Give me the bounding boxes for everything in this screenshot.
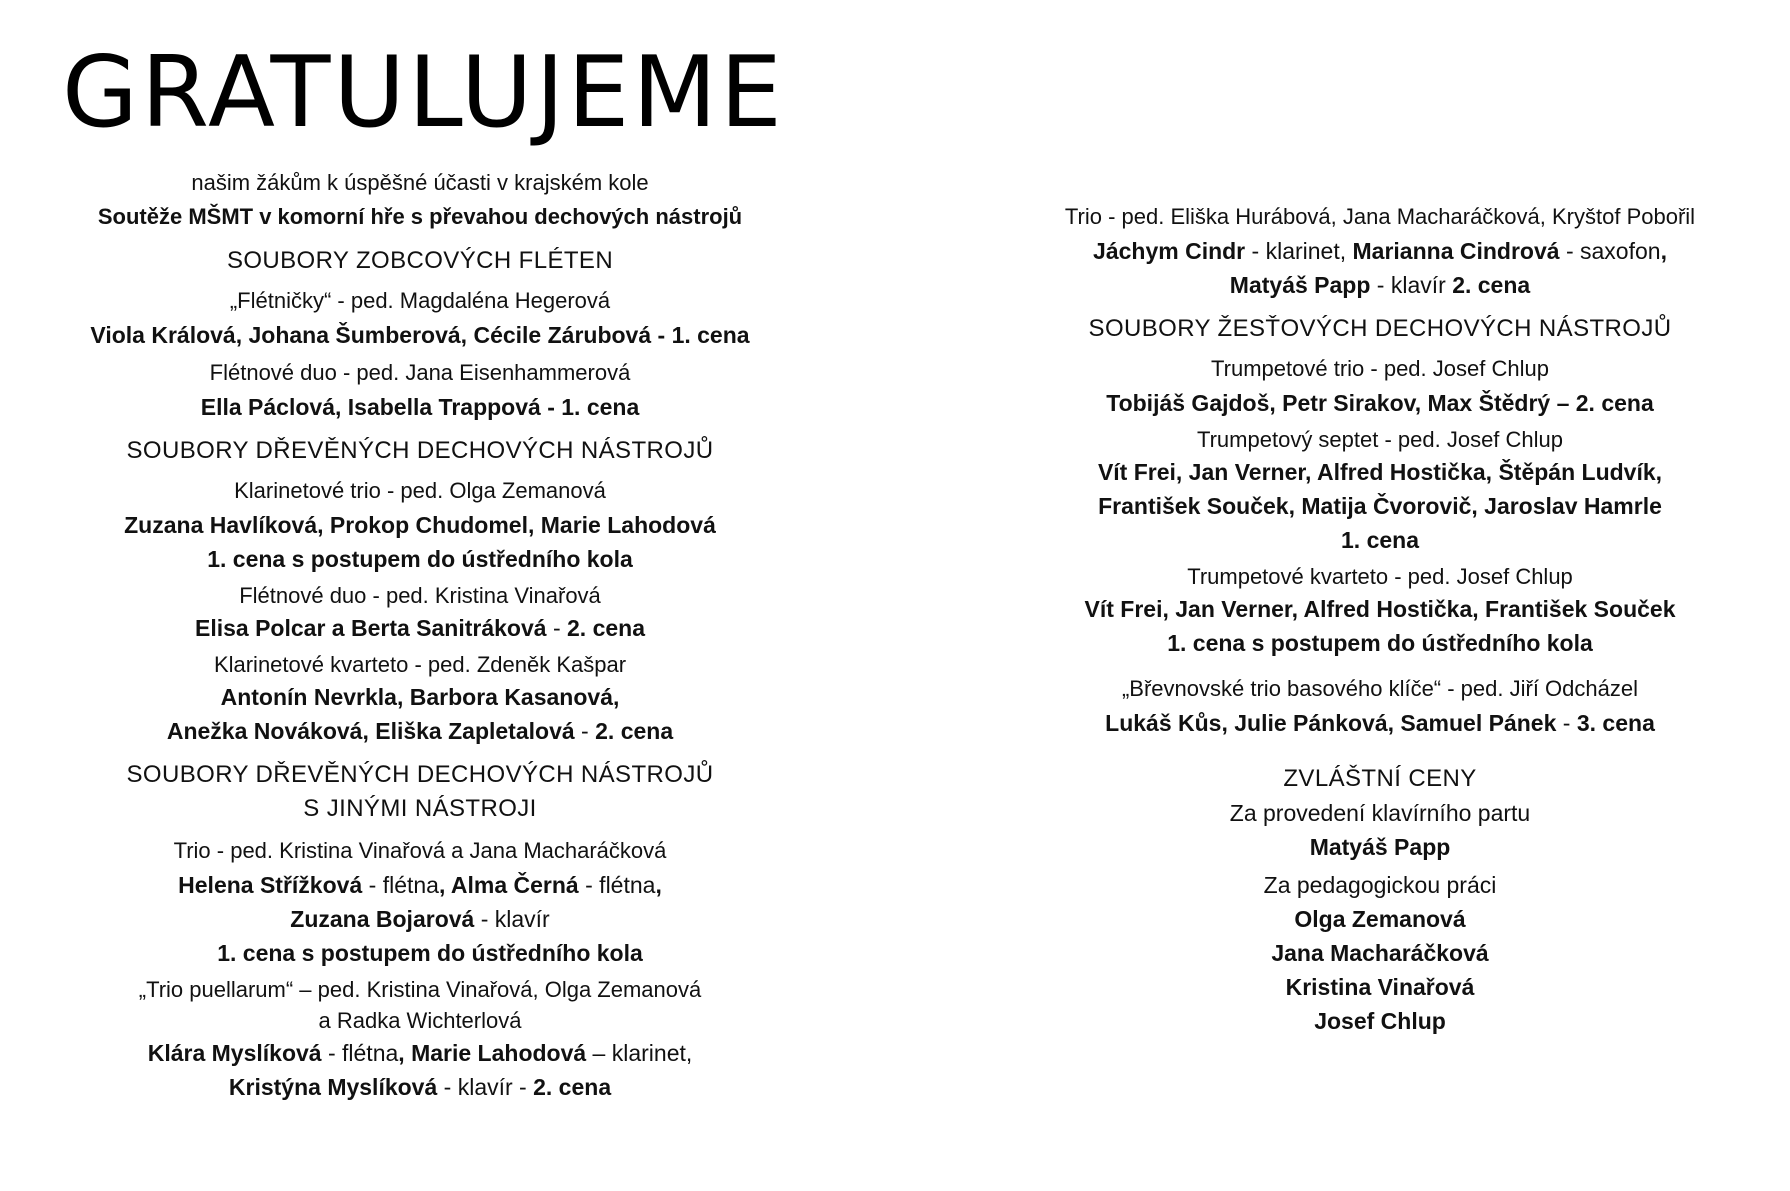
ensemble-heading: Trio - ped. Kristina Vinařová a Jana Macharáčková bbox=[173, 838, 667, 863]
instrument: - flétna bbox=[578, 872, 656, 898]
ensemble-award: 1. cena s postupem do ústředního kola bbox=[217, 940, 643, 966]
ensemble-members: Viola Králová, Johana Šumberová, Cécile Zárubová - 1. cena bbox=[90, 322, 750, 348]
member-name: Klára Myslíková bbox=[147, 1040, 322, 1066]
section-heading: SOUBORY ZOBCOVÝCH FLÉTEN bbox=[226, 247, 614, 274]
entry-fletnove-duo-2 bbox=[40, 580, 800, 645]
award-text: 2. cena bbox=[533, 1074, 612, 1100]
ensemble-members: Antonín Nevrkla, Barbora Kasanová, bbox=[220, 684, 620, 710]
ensemble-heading: Trumpetový septet - ped. Josef Chlup bbox=[1196, 427, 1564, 452]
ensemble-heading: Trumpetové kvarteto - ped. Josef Chlup bbox=[1187, 564, 1573, 589]
entry-trio-puellarum bbox=[40, 974, 800, 1104]
award-text: 3. cena bbox=[1576, 710, 1655, 736]
ensemble-members bbox=[1000, 706, 1760, 740]
member-name: Jáchym Cindr bbox=[1093, 238, 1246, 264]
ensemble-award: 1. cena bbox=[1341, 527, 1419, 553]
instrument: - klavír - bbox=[437, 1074, 534, 1100]
teacher-name: Jana Macharáčková bbox=[1271, 940, 1489, 966]
award-text: 2. cena bbox=[567, 615, 646, 641]
teacher-name: Kristina Vinařová bbox=[1285, 974, 1475, 1000]
member-name: , Marie Lahodová bbox=[398, 1040, 587, 1066]
ensemble-heading: „Flétničky“ - ped. Magdaléna Hegerová bbox=[229, 288, 611, 313]
entry-trumpetove-kvarteto bbox=[1000, 561, 1760, 660]
ensemble-award: 1. cena s postupem do ústředního kola bbox=[207, 546, 633, 572]
separator-text: - bbox=[574, 718, 596, 744]
ensemble-members bbox=[40, 902, 800, 936]
section-heading: SOUBORY DŘEVĚNÝCH DECHOVÝCH NÁSTROJŮ bbox=[126, 437, 714, 464]
section-heading: SOUBORY DŘEVĚNÝCH DECHOVÝCH NÁSTROJŮ bbox=[126, 761, 714, 788]
ensemble-heading: a Radka Wichterlová bbox=[318, 1008, 522, 1033]
members-text: Lukáš Kůs, Julie Pánková, Samuel Pánek bbox=[1105, 710, 1557, 736]
right-column bbox=[1000, 200, 1760, 1038]
ensemble-heading: Klarinetové kvarteto - ped. Zdeněk Kašpar bbox=[213, 652, 627, 677]
ensemble-members bbox=[40, 868, 800, 902]
award-text: 2. cena bbox=[1452, 272, 1531, 298]
section-heading-group bbox=[40, 758, 800, 826]
entry-klarinetove-kvarteto bbox=[40, 649, 800, 748]
instrument: - klavír bbox=[474, 906, 550, 932]
award-text: 2. cena bbox=[595, 718, 674, 744]
ensemble-members: Vít Frei, Jan Verner, Alfred Hostička, František Souček bbox=[1084, 596, 1676, 622]
ensemble-award: 1. cena s postupem do ústředního kola bbox=[1167, 630, 1593, 656]
entry-fletnicky bbox=[40, 284, 800, 352]
separator-text: , bbox=[655, 872, 662, 898]
members-text: Anežka Nováková, Eliška Zapletalová bbox=[166, 718, 575, 744]
member-name: Helena Střížková bbox=[178, 872, 363, 898]
entry-trio-1 bbox=[40, 834, 800, 970]
instrument: – klarinet, bbox=[586, 1040, 693, 1066]
ensemble-heading: „Břevnovské trio basového klíče“ - ped. Jiří Odcházel bbox=[1121, 676, 1638, 701]
intro-line: našim žákům k úspěšné účasti v krajském kole bbox=[191, 170, 649, 195]
section-heading: ZVLÁŠTNÍ CENY bbox=[1283, 765, 1477, 792]
entry-trio-2 bbox=[1000, 200, 1760, 302]
ensemble-heading: Trumpetové trio - ped. Josef Chlup bbox=[1211, 356, 1549, 381]
ensemble-heading: Klarinetové trio - ped. Olga Zemanová bbox=[234, 478, 606, 503]
instrument: - saxofon bbox=[1559, 238, 1661, 264]
entry-brevnovske-trio bbox=[1000, 672, 1760, 740]
special-award-label: Za provedení klavírního partu bbox=[1229, 800, 1531, 826]
instrument: - klavír bbox=[1370, 272, 1453, 298]
entry-trumpetove-trio bbox=[1000, 352, 1760, 420]
ensemble-members bbox=[40, 1036, 800, 1070]
member-name: Marianna Cindrová bbox=[1352, 238, 1560, 264]
separator-text: - bbox=[546, 615, 568, 641]
special-award-name: Matyáš Papp bbox=[1309, 834, 1451, 860]
ensemble-heading: Flétnové duo - ped. Kristina Vinařová bbox=[239, 583, 601, 608]
instrument: - klarinet, bbox=[1245, 238, 1353, 264]
ensemble-heading: „Trio puellarum“ – ped. Kristina Vinařová, Olga Zemanová bbox=[138, 977, 702, 1002]
entry-klarinetove-trio bbox=[40, 474, 800, 576]
entry-fletnove-duo-1 bbox=[40, 356, 800, 424]
teacher-name: Josef Chlup bbox=[1314, 1008, 1446, 1034]
ensemble-members bbox=[1000, 268, 1760, 302]
competition-name: Soutěže MŠMT v komorní hře s převahou dechových nástrojů bbox=[97, 204, 743, 229]
ensemble-members bbox=[40, 1070, 800, 1104]
section-heading: SOUBORY ŽESŤOVÝCH DECHOVÝCH NÁSTROJŮ bbox=[1088, 315, 1672, 342]
ensemble-members: František Souček, Matija Čvorovič, Jaroslav Hamrle bbox=[1098, 493, 1662, 519]
member-name: Matyáš Papp bbox=[1229, 272, 1371, 298]
separator-text: - bbox=[1556, 710, 1577, 736]
special-award-label: Za pedagogickou práci bbox=[1263, 872, 1497, 898]
ensemble-members bbox=[1000, 234, 1760, 268]
separator-text: , bbox=[1660, 238, 1667, 264]
instrument: - flétna bbox=[362, 872, 439, 898]
left-column bbox=[40, 166, 800, 1104]
members-text: Elisa Polcar a Berta Sanitráková bbox=[194, 615, 547, 641]
teacher-name: Olga Zemanová bbox=[1294, 906, 1466, 932]
member-name: Kristýna Myslíková bbox=[228, 1074, 438, 1100]
ensemble-members: Vít Frei, Jan Verner, Alfred Hostička, Štěpán Ludvík, bbox=[1097, 459, 1663, 485]
instrument: - flétna bbox=[321, 1040, 399, 1066]
section-heading: S JINÝMI NÁSTROJI bbox=[303, 795, 537, 822]
member-name: Zuzana Bojarová bbox=[290, 906, 475, 932]
entry-trumpetovy-septet bbox=[1000, 424, 1760, 557]
ensemble-members: Ella Páclová, Isabella Trappová - 1. cena bbox=[200, 394, 640, 420]
ensemble-members: Tobijáš Gajdoš, Petr Sirakov, Max Štědrý – 2. cena bbox=[1106, 390, 1654, 416]
member-name: , Alma Černá bbox=[438, 872, 579, 898]
ensemble-members: Zuzana Havlíková, Prokop Chudomel, Marie Lahodová bbox=[124, 512, 716, 538]
ensemble-members bbox=[40, 714, 800, 748]
ensemble-heading: Flétnové duo - ped. Jana Eisenhammerová bbox=[209, 360, 631, 385]
ensemble-heading: Trio - ped. Eliška Hurábová, Jana Macharáčková, Kryštof Pobořil bbox=[1064, 204, 1696, 229]
page-title: GRATULUJEME bbox=[62, 36, 785, 150]
special-awards bbox=[1000, 762, 1760, 1038]
ensemble-members bbox=[40, 611, 800, 645]
